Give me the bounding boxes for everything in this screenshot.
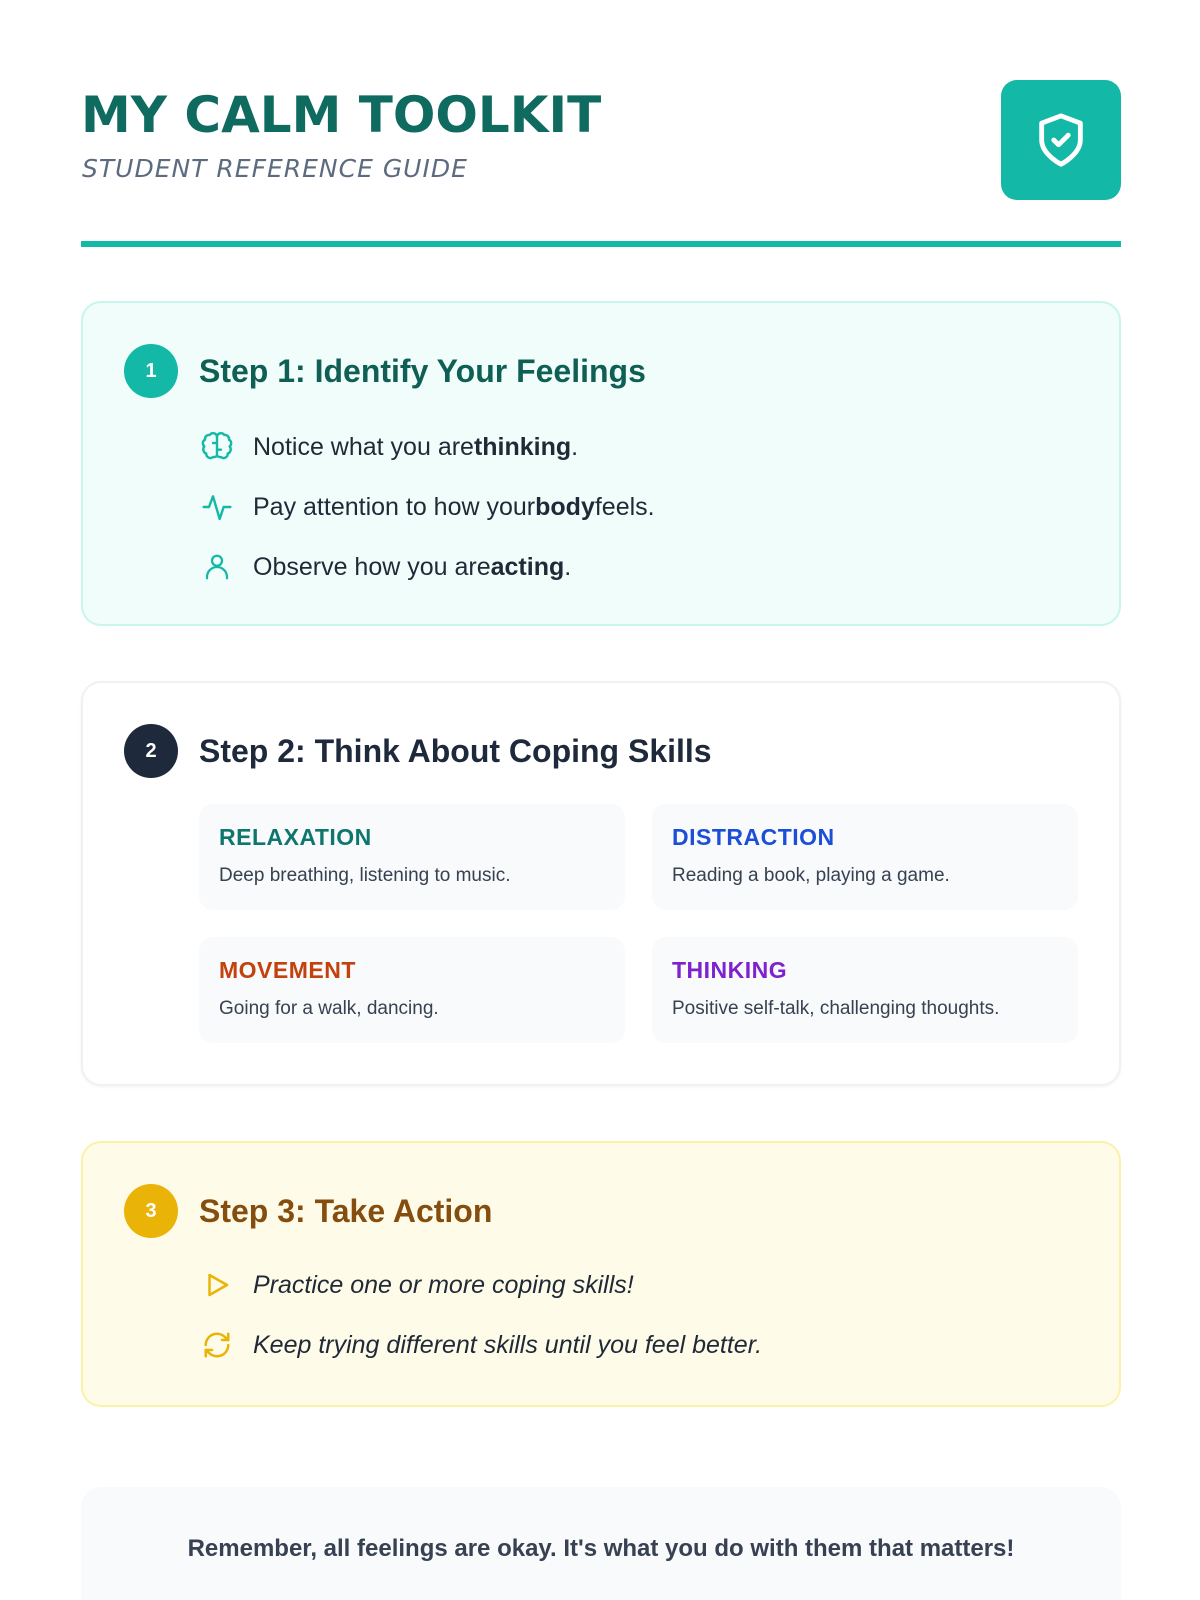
item-text: Observe how you are [253,552,491,581]
item-emphasis: body [535,492,595,521]
list-item [199,429,578,465]
skill-description: Reading a book, playing a game. [672,865,950,886]
list-item [199,489,655,525]
step-3-number: 3 [124,1184,178,1238]
skill-card-distraction [652,804,1078,910]
footer-text: Remember, all feelings are okay. It's what you do with them that matters! [187,1535,1015,1562]
skill-card-relaxation [199,804,625,910]
header-divider [81,241,1121,247]
brain-icon [199,429,235,465]
skill-description: Going for a walk, dancing. [219,998,439,1019]
step-1-card [81,301,1121,626]
refresh-icon [199,1327,235,1363]
step-3-title: Step 3: Take Action [199,1193,493,1229]
step-1-title: Step 1: Identify Your Feelings [199,353,646,389]
skill-description: Deep breathing, listening to music. [219,865,511,886]
skill-name: RELAXATION [219,824,372,850]
play-icon [199,1267,235,1303]
list-item [199,1267,634,1303]
page-header [81,80,1121,200]
item-text-end: . [571,432,579,461]
skill-name: THINKING [672,957,788,983]
item-text: Notice what you are [253,432,474,461]
item-text-end: feels. [594,492,655,521]
list-item [199,1327,762,1363]
skill-card-movement [199,937,625,1043]
logo-badge [1001,80,1121,200]
skill-name: MOVEMENT [219,957,356,983]
step-1-number: 1 [124,344,178,398]
item-text: Keep trying different skills until you feel better. [253,1330,763,1359]
skill-description: Positive self-talk, challenging thoughts. [672,998,1000,1019]
page-subtitle: STUDENT REFERENCE GUIDE [82,154,468,183]
shield-check-icon [1032,111,1090,169]
step-2-number: 2 [124,724,178,778]
item-text: Pay attention to how your [253,492,536,521]
skill-card-thinking [652,937,1078,1043]
person-icon [199,549,235,585]
skill-name: DISTRACTION [672,824,835,850]
item-emphasis: thinking [473,432,572,461]
list-item [199,549,571,585]
step-2-title: Step 2: Think About Coping Skills [199,733,712,769]
heartbeat-icon [199,489,235,525]
item-emphasis: acting [490,552,565,581]
step-2-card [81,681,1121,1086]
footer-note [81,1487,1121,1600]
item-text-end: . [564,552,572,581]
item-text: Practice one or more coping skills! [253,1270,634,1299]
page-title: MY CALM TOOLKIT [81,86,602,144]
step-3-card [81,1141,1121,1407]
